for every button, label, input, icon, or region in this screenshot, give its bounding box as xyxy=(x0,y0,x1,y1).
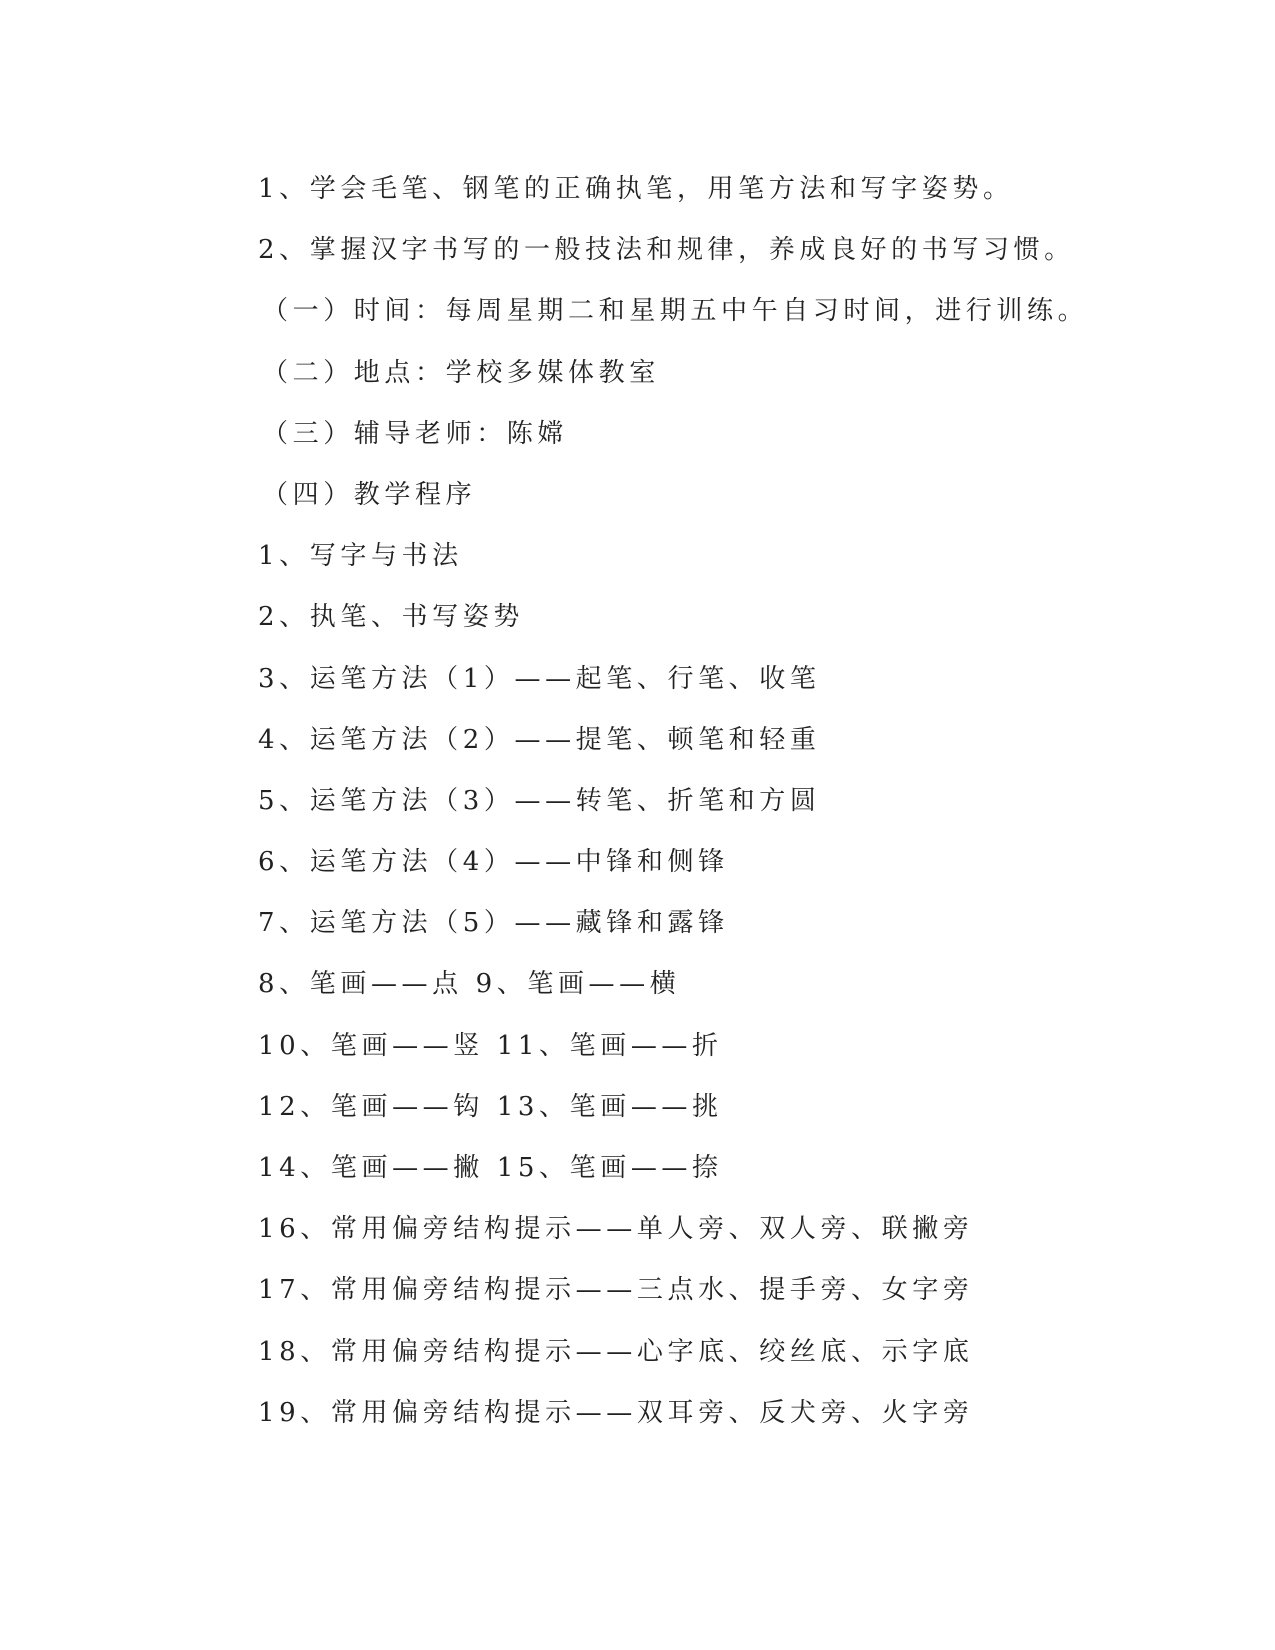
procedure-item-5: 5、运笔方法（3）——转笔、折笔和方圆 xyxy=(258,785,821,816)
procedure-item-16: 16、常用偏旁结构提示——单人旁、双人旁、联撇旁 xyxy=(258,1214,974,1245)
section-time: （一）时间：每周星期二和星期五中午自习时间，进行训练。 xyxy=(262,296,1089,327)
section-teacher: （三）辅导老师：陈嫦 xyxy=(262,418,569,449)
goal-line-2: 2、掌握汉字书写的一般技法和规律，养成良好的书写习惯。 xyxy=(258,235,1075,266)
document-body xyxy=(258,159,1158,1444)
section-location: （二）地点：学校多媒体教室 xyxy=(262,357,660,388)
procedure-item-2: 2、执笔、书写姿势 xyxy=(258,602,524,633)
goal-line-1: 1、学会毛笔、钢笔的正确执笔，用笔方法和写字姿势。 xyxy=(258,174,1014,204)
procedure-item-18: 18、常用偏旁结构提示——心字底、绞丝底、示字底 xyxy=(258,1336,974,1367)
procedure-item-4: 4、运笔方法（2）——提笔、顿笔和轻重 xyxy=(258,724,821,755)
procedure-item-3: 3、运笔方法（1）——起笔、行笔、收笔 xyxy=(258,663,821,694)
procedure-item-6: 6、运笔方法（4）——中锋和侧锋 xyxy=(258,847,729,878)
procedure-item-8-9: 8、笔画——点 9、笔画——横 xyxy=(258,969,681,1000)
procedure-item-1: 1、写字与书法 xyxy=(258,541,463,572)
procedure-item-10-11: 10、笔画——竖 11、笔画——折 xyxy=(258,1030,723,1061)
procedure-item-12-13: 12、笔画——钩 13、笔画——挑 xyxy=(258,1091,723,1122)
procedure-item-7: 7、运笔方法（5）——藏锋和露锋 xyxy=(258,908,729,939)
procedure-item-17: 17、常用偏旁结构提示——三点水、提手旁、女字旁 xyxy=(258,1275,974,1306)
procedure-item-14-15: 14、笔画——撇 15、笔画——捺 xyxy=(258,1153,723,1183)
section-procedure-heading: （四）教学程序 xyxy=(262,479,477,510)
procedure-item-19: 19、常用偏旁结构提示——双耳旁、反犬旁、火字旁 xyxy=(258,1397,974,1428)
